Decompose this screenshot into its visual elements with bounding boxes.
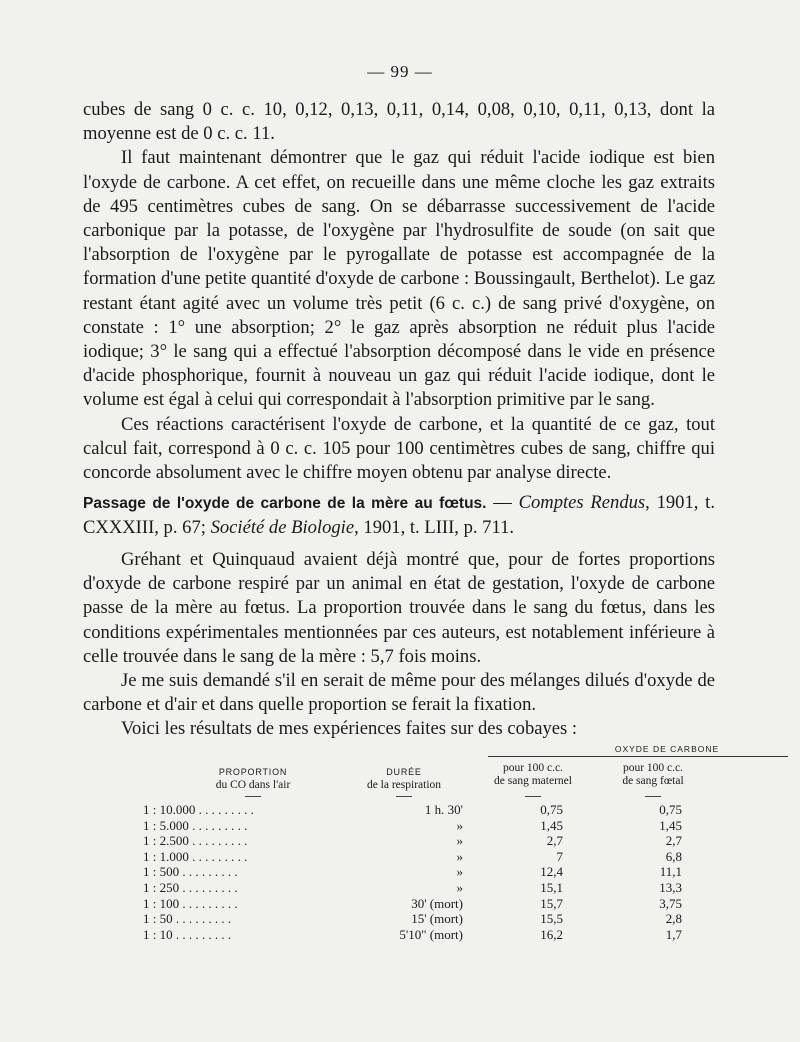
journal-societe-biologie: Société de Biologie: [210, 517, 355, 539]
header-dash: [396, 796, 412, 797]
body-text-block-2: [83, 548, 715, 742]
cell-maternel: 0,75: [540, 802, 563, 817]
cell-proportion: 1 : 500 . . . . . . . . .: [143, 864, 238, 880]
paragraph-gas-demonstration: Il faut maintenant démontrer que le gaz qui réduit l'acide iodique est bien l'oxyde de carbone. A cet effet, on recueille dans une même cloche les gaz extraits de 495 centimètres cubes de sang. On se débarrasse successivement de l'acide carbonique par la potasse, de l'oxygène par l'hydrosulfite de soude (on sait que l'absorption de l'oxygène par le pyrogallate de potasse est accompagnée de la formation d'une petite quantité d'oxyde de carbone : Boussingault, Berthelot). Le gaz restant étant agité avec un volume très petit (6 c. c.) de sang privé d'oxygène, on constate : 1° une absorption; 2° le gaz après absorption ne réduit plus l'acide iodique; 3° le sang qui a effectué l'absorption décomposé dans le vide en présence d'acide phosphorique, fournit à nouveau un gaz qui réduit l'acide iodique, dont le volume est égal à celui qui correspondait à l'absorption primitive par le sang.: [83, 147, 715, 411]
cell-foetal: 13,3: [659, 879, 682, 895]
heading-dash: —: [486, 492, 519, 513]
cell-foetal: 6,8: [665, 848, 682, 864]
paragraph-reactions: Ces réactions caractérisent l'oxyde de carbone, et la quantité de ce gaz, tout calcul fait, correspond à 0 c. c. 105 pour 100 centimètres cubes de sang, chiffre qui concorde absolument avec le chiffre moyen obtenu par analyse directe.: [83, 413, 715, 484]
section-title: Passage de l'oxyde de carbone de la mère au fœtus.: [83, 495, 487, 512]
cell-maternel: 15,1: [540, 879, 563, 895]
page-number: — 99 —: [367, 62, 433, 81]
cell-duree: »: [456, 864, 463, 880]
cell-proportion: 1 : 50 . . . . . . . . .: [143, 911, 232, 927]
table-row: [83, 896, 715, 912]
cell-proportion: 1 : 100 . . . . . . . . .: [143, 895, 238, 911]
cell-maternel: 15,7: [540, 895, 563, 911]
header-dash: [525, 796, 541, 797]
cell-foetal: 11,1: [659, 864, 682, 880]
cell-maternel: 15,5: [540, 911, 563, 927]
cell-maternel: 2,7: [546, 833, 563, 849]
column-header-foetal: pour 100 c.c. de sang fœtal: [622, 762, 684, 787]
reference-1: , 1901, t. CXXXIII, p. 67;: [83, 492, 715, 539]
paragraph-results-intro: Voici les résultats de mes expériences faites sur des cobayes :: [121, 718, 578, 740]
cell-maternel: 16,2: [540, 926, 563, 942]
cell-proportion: 1 : 10 . . . . . . . . .: [143, 926, 232, 942]
cell-proportion: 1 : 10.000 . . . . . . . . .: [143, 802, 254, 817]
table-row: [83, 833, 715, 849]
group-header-rule: [488, 756, 788, 757]
cell-maternel: 7: [556, 848, 563, 864]
cell-duree: »: [456, 848, 463, 864]
header-dash: [245, 796, 261, 797]
cell-foetal: 2,8: [665, 911, 682, 927]
body-text-block-1: [83, 98, 715, 485]
table-row: [83, 802, 715, 818]
results-table: [83, 744, 720, 964]
cell-proportion: 1 : 1.000 . . . . . . . . .: [143, 848, 248, 864]
cell-duree: 1 h. 30': [424, 802, 463, 817]
cell-foetal: 1,7: [665, 926, 682, 942]
table-row: [83, 849, 715, 865]
cell-duree: 30' (mort): [411, 895, 463, 911]
reference-2: , 1901, t. LIII, p. 711.: [354, 517, 515, 539]
cell-proportion: 1 : 2.500 . . . . . . . . .: [143, 833, 248, 849]
cell-foetal: 0,75: [659, 802, 682, 817]
journal-comptes-rendus: Comptes Rendus: [518, 492, 646, 513]
cell-foetal: 3,75: [659, 895, 682, 911]
table-row: [83, 927, 715, 943]
cell-proportion: 1 : 250 . . . . . . . . .: [143, 879, 238, 895]
column-header-proportion: PROPORTION du CO dans l'air: [215, 767, 291, 791]
cell-duree: »: [456, 879, 463, 895]
paragraph-grehant: Gréhant et Quinquaud avaient déjà montré que, pour de fortes proportions d'oxyde de carbone respiré par un animal en état de gestation, l'oxyde de carbone passe de la mère au fœtus. La proportion trouvée dans le sang du fœtus, dans les conditions expérimentales mentionnées par ces auteurs, est notablement inférieure à celle trouvée dans le sang de la mère : 5,7 fois moins.: [83, 549, 715, 667]
paragraph-question: Je me suis demandé s'il en serait de même pour des mélanges dilués d'oxyde de carbone et d'air et dans quelle proportion se ferait la fixation.: [83, 670, 715, 716]
table-row: [83, 818, 715, 834]
group-header-oxyde: OXYDE DE CARBONE: [614, 744, 720, 754]
cell-duree: 5'10" (mort): [399, 926, 463, 942]
cell-foetal: 1,45: [659, 817, 682, 833]
column-header-maternel: pour 100 c.c. de sang maternel: [494, 762, 572, 787]
cell-maternel: 1,45: [540, 817, 563, 833]
section-heading: [83, 491, 715, 540]
column-header-duree: DURÉE de la respiration: [366, 767, 442, 791]
header-dash: [645, 796, 661, 797]
paragraph-continuation: cubes de sang 0 c. c. 10, 0,12, 0,13, 0,11, 0,14, 0,08, 0,10, 0,11, 0,13, dont la moyenne est de 0 c. c. 11.: [83, 99, 715, 145]
cell-proportion: 1 : 5.000 . . . . . . . . .: [143, 817, 248, 833]
cell-duree: »: [456, 833, 463, 849]
table-row: [83, 880, 715, 896]
cell-duree: 15' (mort): [411, 911, 463, 927]
cell-duree: »: [456, 817, 463, 833]
table-body: [83, 802, 715, 942]
cell-foetal: 2,7: [665, 833, 682, 849]
cell-maternel: 12,4: [540, 864, 563, 880]
table-row: [83, 864, 715, 880]
table-row: [83, 911, 715, 927]
